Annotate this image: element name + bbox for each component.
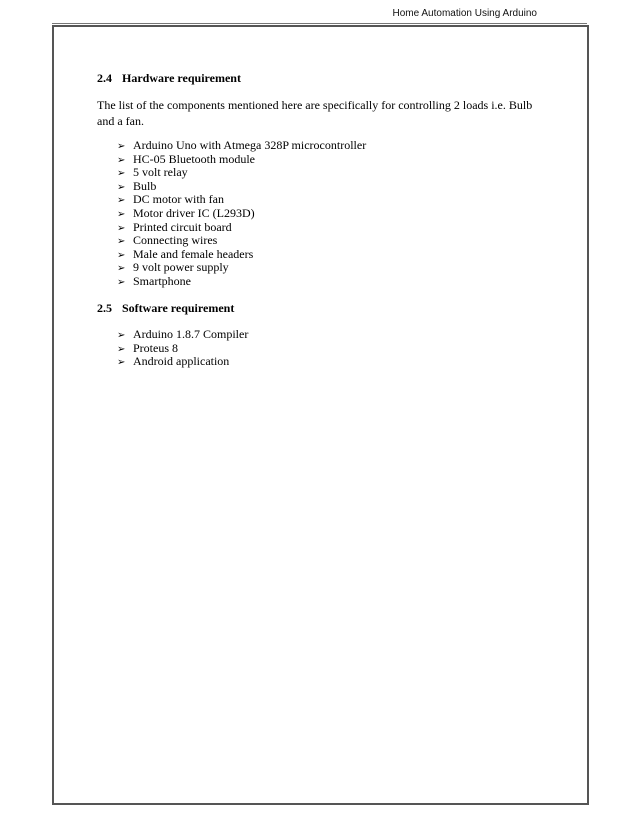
list-item: [117, 275, 366, 289]
list-item: [117, 180, 366, 194]
list-item: [117, 153, 366, 167]
list-item: [117, 355, 248, 369]
software-section-title: Software requirement: [122, 301, 235, 315]
list-item-text: Motor driver IC (L293D): [133, 205, 255, 220]
hardware-section-title: Hardware requirement: [122, 71, 241, 85]
list-item: [117, 234, 366, 248]
arrow-bullet-icon: ➢: [117, 222, 126, 234]
list-item-text: Android application: [133, 354, 230, 369]
list-item-text: Arduino 1.8.7 Compiler: [133, 327, 249, 341]
arrow-bullet-icon: ➢: [117, 343, 126, 355]
list-item-text: Arduino Uno with Atmega 328P microcontroller: [133, 138, 367, 152]
list-item-text: Proteus 8: [133, 340, 178, 355]
list-item: [117, 328, 248, 342]
list-item-text: Connecting wires: [133, 233, 218, 248]
software-list: [117, 328, 248, 369]
list-item-text: 9 volt power supply: [133, 260, 229, 275]
arrow-bullet-icon: ➢: [117, 249, 126, 261]
arrow-bullet-icon: ➢: [117, 330, 126, 341]
list-item: [117, 139, 366, 153]
list-item: [117, 342, 248, 356]
list-item: [117, 248, 366, 262]
hardware-heading: [97, 71, 241, 85]
list-item-text: DC motor with fan: [133, 192, 224, 207]
list-item-text: HC-05 Bluetooth module: [133, 151, 255, 166]
arrow-bullet-icon: ➢: [117, 141, 126, 152]
list-item: [117, 193, 366, 207]
arrow-bullet-icon: ➢: [117, 263, 126, 275]
arrow-bullet-icon: ➢: [117, 357, 126, 369]
header-rule: [52, 23, 587, 24]
list-item-text: Male and female headers: [133, 246, 254, 261]
list-item-text: Printed circuit board: [133, 219, 232, 234]
arrow-bullet-icon: ➢: [117, 276, 126, 288]
software-section-number: 2.5: [97, 301, 112, 315]
hardware-list: [117, 139, 366, 289]
running-header: Home Automation Using Arduino: [392, 8, 537, 19]
list-item-text: Bulb: [133, 178, 157, 193]
list-item: [117, 221, 366, 235]
arrow-bullet-icon: ➢: [117, 208, 126, 220]
list-item-text: Smartphone: [133, 273, 191, 288]
hardware-section-number: 2.4: [97, 71, 112, 85]
software-heading: [97, 301, 234, 315]
arrow-bullet-icon: ➢: [117, 154, 126, 166]
list-item: [117, 207, 366, 221]
arrow-bullet-icon: ➢: [117, 236, 126, 248]
list-item: [117, 166, 366, 180]
arrow-bullet-icon: ➢: [117, 181, 126, 193]
hardware-intro: The list of the components mentioned here are specifically for controlling 2 loads i.e. Bulb and a fan.: [97, 98, 533, 128]
arrow-bullet-icon: ➢: [117, 168, 126, 180]
arrow-bullet-icon: ➢: [117, 195, 126, 207]
list-item: [117, 261, 366, 275]
list-item-text: 5 volt relay: [133, 165, 188, 180]
